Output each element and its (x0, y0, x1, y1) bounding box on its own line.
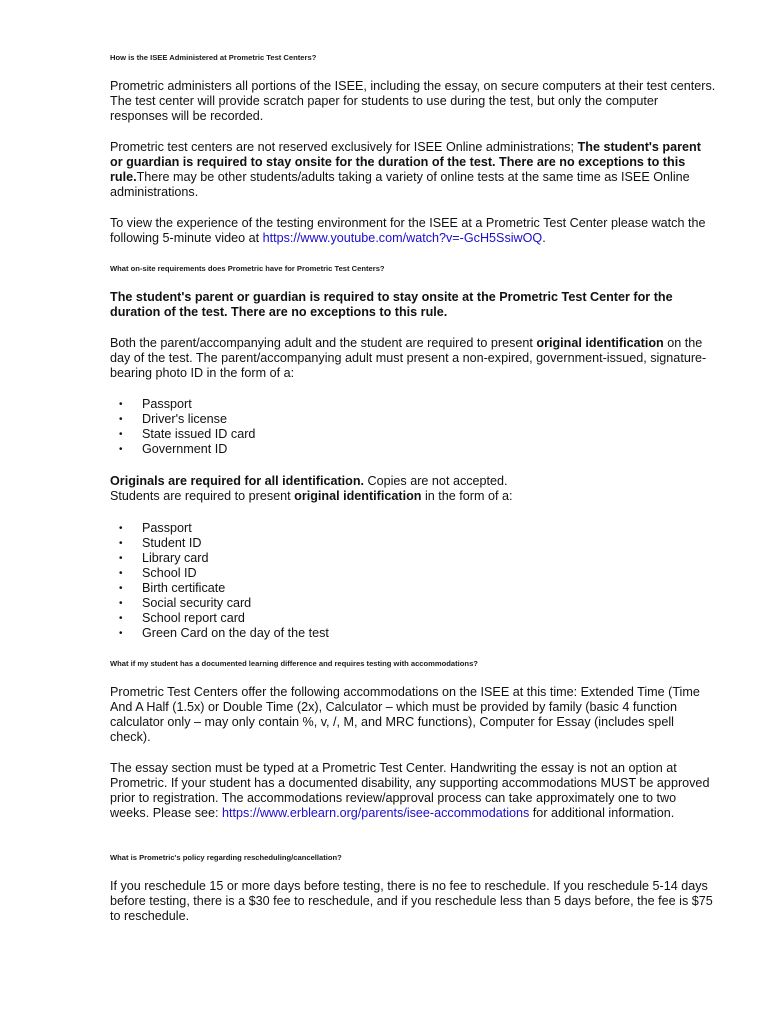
text-span: on the day of the test. The parent/accompanying adult must present a non-expired, government-issued, signature-bearing photo ID in the form of a: (110, 336, 707, 380)
text-span: Prometric test centers are not reserved exclusively for ISEE Online administrations; (110, 140, 578, 154)
bullet-icon: • (119, 568, 123, 579)
paragraph (110, 216, 716, 246)
paragraph (110, 336, 716, 381)
text-span: The essay section must be typed at a Prometric Test Center. Handwriting the essay is not an option at Prometric. If your student has a documented disability, any supporting accommodations MUST be approved prior to registration. The accommodations review/approval process can take approximately one to two weeks. Please see: (110, 761, 710, 820)
bullet-icon: • (119, 628, 123, 639)
bullet-icon: • (119, 553, 123, 564)
list-item-label: Birth certificate (142, 581, 226, 595)
text-span: for additional information. (529, 806, 675, 820)
paragraph: If you reschedule 15 or more days before testing, there is no fee to reschedule. If you reschedule 5-14 days before testing, there is a $30 fee to reschedule, and if you reschedule less than 5 days before, the fee is $75 to reschedule. (110, 879, 713, 923)
adult-id-list (110, 397, 255, 457)
bullet-icon: • (119, 429, 123, 440)
bold-text: The student's parent or guardian is required to stay onsite at the Prometric Test Center for the duration of the test. There are no exceptions to this rule. (110, 290, 673, 319)
text-span: . (542, 231, 546, 245)
question-heading-administration: How is the ISEE Administered at Prometric Test Centers? (110, 53, 317, 62)
list-item (110, 581, 329, 596)
bold-text: The student's parent or guardian is required to stay onsite for the duration of the test. There are no exceptions to this rule. (110, 140, 701, 184)
paragraph (110, 474, 716, 504)
list-item-label: Passport (142, 521, 192, 535)
list-item-label: Government ID (142, 442, 228, 456)
paragraph (110, 761, 716, 821)
list-item (110, 611, 329, 626)
text-span: Both the parent/accompanying adult and the student are required to present (110, 336, 537, 350)
bullet-icon: • (119, 523, 123, 534)
youtube-video-link[interactable]: https://www.youtube.com/watch?v=-GcH5SsiwOQ (262, 231, 543, 245)
list-item (110, 427, 255, 442)
student-id-list (110, 521, 329, 641)
question-heading-onsite-requirements: What on-site requirements does Prometric have for Prometric Test Centers? (110, 264, 385, 273)
bullet-icon: • (119, 583, 123, 594)
list-item-label: Library card (142, 551, 209, 565)
list-item (110, 397, 255, 412)
text-span: Students are required to present (110, 489, 295, 503)
list-item (110, 536, 329, 551)
list-item-label: Social security card (142, 596, 252, 610)
accommodations-link[interactable]: https://www.erblearn.org/parents/isee-accommodations (222, 806, 530, 820)
list-item-label: School report card (142, 611, 245, 625)
bullet-icon: • (119, 538, 123, 549)
bold-text: original identification (294, 489, 422, 503)
text-span: Copies are not accepted. (364, 474, 508, 488)
list-item-label: Student ID (142, 536, 202, 550)
list-item-label: School ID (142, 566, 197, 580)
list-item (110, 551, 329, 566)
bullet-icon: • (119, 444, 123, 455)
bold-text: Originals are required for all identification. (110, 474, 365, 488)
question-heading-rescheduling: What is Prometric's policy regarding rescheduling/cancellation? (110, 853, 342, 862)
paragraph: Prometric Test Centers offer the following accommodations on the ISEE at this time: Extended Time (Time And A Half (1.5x) or Double Time (2x), Calculator – which must be provided by family (basic 4 function calculator only – may only contain %, v, /, M, and MRC functions), Computer for Essay (includes spell check). (110, 685, 700, 744)
list-item-label: Green Card on the day of the test (142, 626, 329, 640)
text-span: To view the experience of the testing environment for the ISEE at a Prometric Test Center please watch the following 5-minute video at (110, 216, 706, 245)
text-span: There may be other students/adults taking a variety of online tests at the same time as ISEE Online administrations. (110, 170, 690, 199)
text-span: in the form of a: (421, 489, 513, 503)
list-item (110, 521, 329, 536)
list-item (110, 442, 255, 457)
list-item (110, 412, 255, 427)
list-item-label: Driver's license (142, 412, 227, 426)
bullet-icon: • (119, 598, 123, 609)
paragraph: Prometric administers all portions of the ISEE, including the essay, on secure computers at their test centers. The test center will provide scratch paper for students to use during the test, but only the computer responses will be recorded. (110, 79, 716, 123)
question-heading-accommodations: What if my student has a documented learning difference and requires testing with accommodations? (110, 659, 478, 668)
paragraph (110, 290, 716, 320)
bullet-icon: • (119, 399, 123, 410)
list-item (110, 596, 329, 611)
paragraph (110, 140, 716, 200)
list-item (110, 626, 329, 641)
bullet-icon: • (119, 613, 123, 624)
list-item (110, 566, 329, 581)
bold-text: original identification (536, 336, 664, 350)
bullet-icon: • (119, 414, 123, 425)
list-item-label: Passport (142, 397, 192, 411)
list-item-label: State issued ID card (142, 427, 256, 441)
